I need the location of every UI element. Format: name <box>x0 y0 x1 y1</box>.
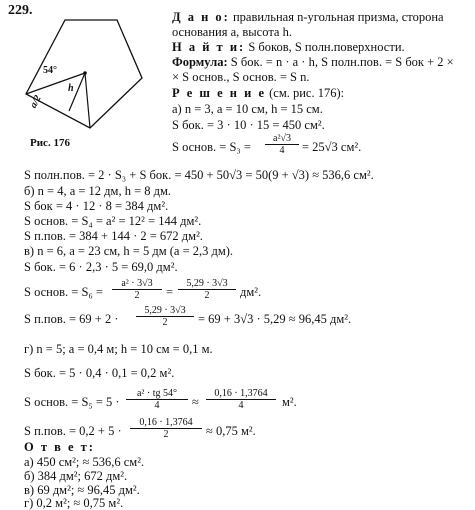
case-g-base-fraction-2 <box>206 388 276 411</box>
find-text: S боков, S полн.поверхности. <box>248 40 405 54</box>
case-b-lateral: S бок = 4 · 12 · 8 = 384 дм². <box>24 199 169 213</box>
solution-ref: (см. рис. 176): <box>269 86 345 100</box>
fraction-numerator: a² · tg 54° <box>126 388 188 400</box>
case-b-full: S п.пов. = 384 + 144 · 2 = 672 дм². <box>24 229 203 243</box>
case-v-given: в) n = 6, a = 23 см, h = 5 дм (a = 2,3 дм). <box>24 244 234 258</box>
case-g-base-fraction-1 <box>126 388 188 411</box>
fraction-denominator: 2 <box>162 317 168 328</box>
given-line-2: основания a, высота h. <box>172 25 292 39</box>
case-g-full-left: S п.пов. = 0,2 + 5 · <box>24 424 122 438</box>
solution-line <box>172 86 344 100</box>
case-g-full-fraction <box>130 417 202 440</box>
fraction-numerator: 5,29 · 3√3 <box>136 305 194 317</box>
case-a-base-right: = 25√3 см². <box>302 140 362 154</box>
center-point <box>83 71 87 75</box>
case-v-base-eq: = <box>166 285 174 299</box>
case-v-full-left: S п.пов. = 69 + 2 · <box>24 312 119 326</box>
case-g-given: г) n = 5; a = 0,4 м; h = 10 см = 0,1 м. <box>24 342 213 356</box>
find-line <box>172 40 405 54</box>
case-b-base: S основ. = S₄ = a² = 12² = 144 дм². <box>24 214 202 228</box>
case-a-full: S полн.пов. = 2 · S₃ + S бок. = 450 + 50√3 = 50(9 + √3) ≈ 536,6 см². <box>24 168 374 182</box>
fraction-denominator: 2 <box>204 290 210 301</box>
case-v-base-right: дм². <box>240 285 262 299</box>
figure-a2-label: a/2 <box>28 93 44 110</box>
formula-line-2: × S основ., S основ. = S n. <box>172 70 310 84</box>
case-a-base-left: S основ. = S₃ = <box>172 140 251 154</box>
case-g-lateral: S бок. = 5 · 0,4 · 0,1 = 0,2 м². <box>24 366 175 380</box>
fraction-denominator: 4 <box>279 145 285 156</box>
answer-g: г) 0,2 м²; ≈ 0,75 м². <box>24 496 124 510</box>
answer-label: О т в е т: <box>24 440 95 454</box>
case-g-full-right: ≈ 0,75 м². <box>206 424 256 438</box>
problem-number: 229. <box>8 3 33 18</box>
case-v-full-right: = 69 + 3√3 · 5,29 ≈ 96,45 дм². <box>198 312 352 326</box>
case-a-base-fraction <box>265 133 299 156</box>
formula-line-1 <box>172 55 454 69</box>
case-g-base-left: S основ. = S₅ = 5 · <box>24 395 120 409</box>
fraction-numerator: a² · 3√3 <box>112 278 162 290</box>
given-label: Д а н о: <box>172 10 230 24</box>
answer-v: в) 69 дм²; ≈ 96,45 дм². <box>24 483 140 497</box>
given-text: правильная n-угольная призма, сторона <box>232 10 444 24</box>
fraction-numerator: 0,16 · 1,3764 <box>130 417 202 429</box>
case-g-base-right: м². <box>282 395 297 409</box>
solution-label: Р е ш е н и е <box>172 86 266 100</box>
fraction-denominator: 4 <box>154 400 160 411</box>
answer-b: б) 384 дм²; 672 дм². <box>24 469 128 483</box>
fraction-denominator: 4 <box>238 400 244 411</box>
case-v-full-fraction <box>136 305 194 328</box>
formula-text-1: S бок. = n · a · h, S полн.пов. = S бок + 2 × <box>230 55 454 69</box>
case-v-base-fraction-2 <box>178 278 236 301</box>
fraction-numerator: 0,16 · 1,3764 <box>206 388 276 400</box>
case-b-given: б) n = 4, a = 12 дм, h = 8 дм. <box>24 184 172 198</box>
case-v-base-fraction-1 <box>112 278 162 301</box>
fraction-denominator: 2 <box>163 429 169 440</box>
case-a-given: а) n = 3, a = 10 см, h = 15 см. <box>172 102 323 116</box>
radius-line-2 <box>85 73 90 128</box>
find-label: Н а й т и: <box>172 40 246 54</box>
case-g-base-approx: ≈ <box>192 395 199 409</box>
fraction-denominator: 2 <box>134 290 140 301</box>
case-v-lateral: S бок. = 6 · 2,3 · 5 = 69,0 дм². <box>24 260 178 274</box>
fraction-numerator: 5,29 · 3√3 <box>178 278 236 290</box>
given-line-1 <box>172 10 444 24</box>
figure-angle-label: 54° <box>43 65 57 76</box>
pentagon-figure <box>22 18 152 133</box>
formula-label: Формула: <box>172 55 228 69</box>
answer-a: а) 450 см²; ≈ 536,6 см². <box>24 455 145 469</box>
case-a-lateral: S бок. = 3 · 10 · 15 = 450 см². <box>172 118 325 132</box>
case-v-base-left: S основ. = S₆ = <box>24 285 103 299</box>
fraction-numerator: a²√3 <box>265 133 299 145</box>
figure-h-label: h <box>68 83 74 94</box>
figure-caption: Рис. 176 <box>30 137 70 149</box>
